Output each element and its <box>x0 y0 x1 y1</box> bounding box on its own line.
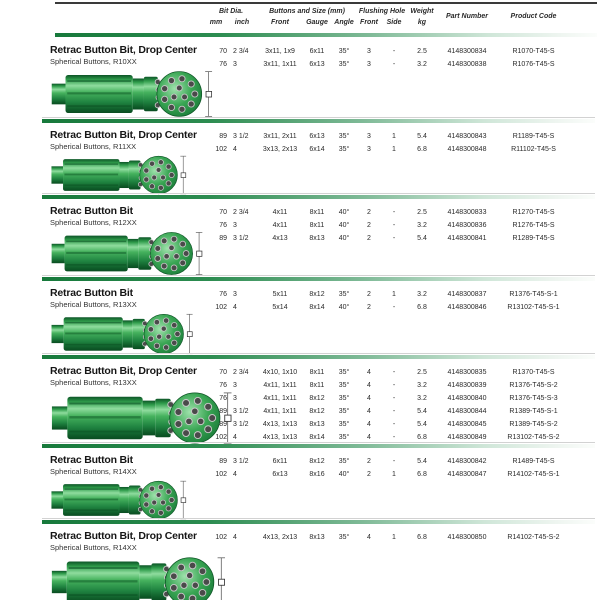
table-cell: 6.8 <box>417 434 427 441</box>
table-cell: 35° <box>338 369 350 376</box>
table-cell: R1376-T45-S-3 <box>509 395 558 402</box>
table-cell: R1070-T45-S <box>512 48 555 55</box>
table-cell: 35° <box>338 291 350 298</box>
table-cell: 2 <box>367 291 371 298</box>
table-cell: 3.2 <box>417 395 427 402</box>
table-cell: 102 <box>215 146 227 153</box>
drill-bit-image <box>50 69 214 119</box>
table-cell: 4148300839 <box>447 382 487 389</box>
section-divider <box>42 275 595 281</box>
table-row <box>205 468 570 481</box>
table-cell: 8x11 <box>309 369 325 376</box>
table-cell: 6x13 <box>309 61 325 68</box>
table-cell: 89 <box>219 458 227 465</box>
table-cell: 35° <box>338 61 350 68</box>
table-cell: R1270-T45-S <box>512 209 555 216</box>
table-cell: R1389-T45-S-1 <box>509 408 558 415</box>
product-section <box>50 275 595 356</box>
table-cell: 4x10, 1x10 <box>262 369 298 376</box>
spec-rows <box>205 45 570 71</box>
header-label: Buttons and Size (mm) <box>269 8 345 15</box>
table-cell: 35° <box>338 534 350 541</box>
table-cell: R1376-T45-S-2 <box>509 382 558 389</box>
table-cell: 35° <box>338 458 350 465</box>
table-row <box>205 219 570 232</box>
table-cell: 70 <box>219 209 227 216</box>
table-cell: 70 <box>219 48 227 55</box>
table-cell: - <box>392 369 396 376</box>
product-title: Retrac Button Bit, Drop Center <box>50 44 197 56</box>
table-cell: 4148300841 <box>447 235 487 242</box>
table-cell: 4x11, 1x11 <box>263 395 297 402</box>
table-cell: 3.2 <box>417 291 427 298</box>
table-cell: - <box>392 235 396 242</box>
spec-rows <box>205 206 570 245</box>
table-cell: 4 <box>233 304 237 311</box>
table-cell: 89 <box>219 408 227 415</box>
product-title: Retrac Button Bit, Drop Center <box>50 530 197 542</box>
table-cell: 35° <box>338 133 350 140</box>
table-cell: 4 <box>233 146 237 153</box>
product-subtitle: Spherical Buttons, R13XX <box>50 300 137 309</box>
table-cell: 35° <box>338 421 350 428</box>
table-cell: 3 <box>233 291 237 298</box>
table-cell: 4148300840 <box>447 395 487 402</box>
table-cell: 3 <box>233 382 237 389</box>
header-group-bit-dia <box>205 7 257 27</box>
product-section <box>50 117 595 196</box>
header-sub-kg: kg <box>417 19 427 26</box>
table-cell: 35° <box>338 382 350 389</box>
product-section <box>50 442 595 521</box>
table-row <box>205 58 570 71</box>
table-cell: 4 <box>367 369 371 376</box>
table-cell: R1189-T45-S <box>512 133 555 140</box>
table-cell: 4x13 <box>272 235 288 242</box>
table-cell: 4148300838 <box>447 61 487 68</box>
table-cell: 6x11 <box>309 48 325 55</box>
product-section <box>50 193 595 277</box>
spec-rows <box>205 130 570 156</box>
table-cell: 2 <box>367 209 371 216</box>
section-divider <box>42 353 595 359</box>
table-cell: 40° <box>338 304 350 311</box>
table-row <box>205 288 570 301</box>
table-cell: 1 <box>392 146 396 153</box>
table-cell: 4148300833 <box>447 209 487 216</box>
product-title: Retrac Button Bit <box>50 287 133 299</box>
table-cell: 3 1/2 <box>233 133 249 140</box>
table-cell: R13102-T45-S-1 <box>507 304 560 311</box>
table-cell: 1 <box>392 471 396 478</box>
product-title: Retrac Button Bit, Drop Center <box>50 129 197 141</box>
table-cell: 8x13 <box>309 534 325 541</box>
table-row <box>205 232 570 245</box>
table-row <box>205 366 570 379</box>
table-cell: 40° <box>338 222 350 229</box>
table-cell: 4 <box>367 395 371 402</box>
table-cell: 6.8 <box>417 146 427 153</box>
table-cell: 2.5 <box>417 209 427 216</box>
header-label: Product Code <box>510 13 557 20</box>
table-cell: 8x14 <box>309 434 325 441</box>
table-cell: 6.8 <box>417 534 427 541</box>
table-cell: 89 <box>219 421 227 428</box>
header-sub-front: Front <box>271 19 289 26</box>
drill-bit-image <box>50 555 227 600</box>
table-row <box>205 455 570 468</box>
section-divider <box>42 117 595 123</box>
table-cell: 3 1/2 <box>233 408 249 415</box>
spec-rows <box>205 531 570 544</box>
table-cell: 4x13, 1x13 <box>262 434 298 441</box>
table-cell: R1276-T45-S <box>512 222 555 229</box>
table-cell: 6x13 <box>309 133 325 140</box>
table-cell: 3x13, 2x13 <box>262 146 298 153</box>
table-cell: 2.5 <box>417 369 427 376</box>
table-cell: 8x12 <box>309 395 325 402</box>
table-cell: 4 <box>233 534 237 541</box>
table-cell: 3 <box>367 133 371 140</box>
table-cell: 102 <box>215 434 227 441</box>
table-cell: 4 <box>367 534 371 541</box>
table-cell: 4148300845 <box>447 421 487 428</box>
table-row <box>205 206 570 219</box>
product-title: Retrac Button Bit <box>50 454 133 466</box>
table-cell: 35° <box>338 48 350 55</box>
table-cell: 3 <box>367 48 371 55</box>
product-title: Retrac Button Bit <box>50 205 133 217</box>
table-cell: 3 <box>233 222 237 229</box>
table-cell: 40° <box>338 235 350 242</box>
table-cell: 8x11 <box>309 222 325 229</box>
table-cell: 2 <box>367 458 371 465</box>
table-cell: 76 <box>219 61 227 68</box>
table-cell: - <box>392 382 396 389</box>
header-group-product-code <box>497 7 570 27</box>
table-cell: 8x12 <box>309 458 325 465</box>
table-cell: 3.2 <box>417 382 427 389</box>
table-cell: 4 <box>367 408 371 415</box>
table-cell: 6x13 <box>272 471 288 478</box>
top-rule <box>55 2 597 4</box>
table-cell: 4148300835 <box>447 369 487 376</box>
table-cell: 40° <box>338 471 350 478</box>
table-cell: 76 <box>219 222 227 229</box>
table-cell: R14102-T45-S-2 <box>507 534 560 541</box>
table-cell: - <box>392 434 396 441</box>
table-cell: 4148300842 <box>447 458 487 465</box>
table-cell: 8x11 <box>309 382 325 389</box>
table-cell: 4148300847 <box>447 471 487 478</box>
product-subtitle: Spherical Buttons, R14XX <box>50 543 137 552</box>
table-cell: 5.4 <box>417 408 427 415</box>
table-cell: 4148300836 <box>447 222 487 229</box>
product-subtitle: Spherical Buttons, R12XX <box>50 218 137 227</box>
spec-rows <box>205 366 570 444</box>
table-cell: 102 <box>215 304 227 311</box>
drill-bit-image <box>50 479 188 521</box>
table-row <box>205 301 570 314</box>
table-cell: 4 <box>367 421 371 428</box>
table-cell: 3 <box>367 146 371 153</box>
header-sub-gauge: Gauge <box>306 19 328 26</box>
table-cell: 76 <box>219 382 227 389</box>
product-subtitle: Spherical Buttons, R11XX <box>50 142 137 151</box>
table-cell: 2 3/4 <box>233 48 249 55</box>
table-cell: 4148300848 <box>447 146 487 153</box>
table-cell: 2.5 <box>417 48 427 55</box>
table-cell: 4148300844 <box>447 408 487 415</box>
table-cell: 4x11, 1x11 <box>263 408 297 415</box>
table-cell: - <box>392 48 396 55</box>
table-cell: 4148300843 <box>447 133 487 140</box>
table-cell: 4148300850 <box>447 534 487 541</box>
table-cell: 4x13, 1x13 <box>262 421 298 428</box>
table-cell: 5.4 <box>417 458 427 465</box>
table-cell: 2 3/4 <box>233 369 249 376</box>
table-cell: 102 <box>215 471 227 478</box>
table-cell: 5.4 <box>417 133 427 140</box>
header-sub-inch: inch <box>234 19 250 26</box>
table-cell: 8x12 <box>309 408 325 415</box>
spec-rows <box>205 288 570 314</box>
table-cell: R1376-T45-S-1 <box>509 291 558 298</box>
table-row <box>205 531 570 544</box>
table-cell: - <box>392 408 396 415</box>
section-divider <box>42 193 595 199</box>
table-cell: R1289-T45-S <box>512 235 555 242</box>
table-cell: 4x11 <box>272 209 288 216</box>
table-cell: R1389-T45-S-2 <box>509 421 558 428</box>
table-cell: 8x16 <box>309 471 325 478</box>
table-cell: 2 3/4 <box>233 209 249 216</box>
table-cell: 1 <box>392 133 396 140</box>
table-row <box>205 379 570 392</box>
header-label: Bit Dia. <box>218 8 244 15</box>
table-cell: 2 <box>367 304 371 311</box>
table-cell: R1370-T45-S <box>512 369 555 376</box>
table-cell: 2 <box>367 222 371 229</box>
table-cell: 35° <box>338 434 350 441</box>
table-cell: 4x11, 1x11 <box>263 382 297 389</box>
table-cell: 3x11, 1x9 <box>265 48 295 55</box>
table-cell: 4148300849 <box>447 434 487 441</box>
table-cell: 4148300837 <box>447 291 487 298</box>
table-row <box>205 45 570 58</box>
table-cell: 1 <box>392 534 396 541</box>
drill-bit-image <box>50 312 194 356</box>
header-group-part-number <box>437 7 497 27</box>
table-cell: 3.2 <box>417 61 427 68</box>
header-sub-angle: Angle <box>334 19 354 26</box>
table-row <box>205 405 570 418</box>
table-header <box>205 7 570 27</box>
table-row <box>205 392 570 405</box>
drill-bit-image <box>50 230 204 277</box>
table-cell: 4 <box>233 471 237 478</box>
header-sub-side: Side <box>386 19 402 26</box>
table-cell: 4x11 <box>272 222 288 229</box>
table-cell: 4x13, 2x13 <box>262 534 298 541</box>
table-cell: 5x11 <box>272 291 288 298</box>
table-cell: 3.2 <box>417 222 427 229</box>
header-group-buttons-size <box>257 7 357 27</box>
product-subtitle: Spherical Buttons, R13XX <box>50 378 137 387</box>
table-cell: 6x14 <box>309 146 325 153</box>
table-cell: 8x13 <box>309 421 325 428</box>
section-divider <box>42 518 595 524</box>
product-section <box>50 353 595 446</box>
table-cell: 8x14 <box>309 304 325 311</box>
table-cell: 8x13 <box>309 235 325 242</box>
table-cell: 4148300834 <box>447 48 487 55</box>
table-cell: - <box>392 395 396 402</box>
table-cell: 3 1/2 <box>233 458 249 465</box>
table-cell: 6x11 <box>272 458 288 465</box>
table-cell: 35° <box>338 408 350 415</box>
table-cell: R13102-T45-S-2 <box>507 434 560 441</box>
table-cell: 8x11 <box>309 209 325 216</box>
table-cell: - <box>392 421 396 428</box>
table-cell: 76 <box>219 291 227 298</box>
header-sub-front: Front <box>360 19 378 26</box>
table-cell: 6.8 <box>417 471 427 478</box>
table-cell: 89 <box>219 235 227 242</box>
table-row <box>205 418 570 431</box>
table-cell: - <box>392 222 396 229</box>
table-cell: 3 <box>367 61 371 68</box>
table-cell: 3 1/2 <box>233 235 249 242</box>
table-cell: 3 1/2 <box>233 421 249 428</box>
table-cell: 5x14 <box>272 304 288 311</box>
table-cell: 3 <box>233 395 237 402</box>
product-subtitle: Spherical Buttons, R14XX <box>50 467 137 476</box>
table-cell: 4148300846 <box>447 304 487 311</box>
table-cell: 3x11, 1x11 <box>263 61 297 68</box>
drill-bit-image <box>50 154 188 196</box>
table-row <box>205 143 570 156</box>
table-cell: 8x12 <box>309 291 325 298</box>
table-cell: - <box>392 304 396 311</box>
table-cell: 102 <box>215 534 227 541</box>
table-cell: 5.4 <box>417 235 427 242</box>
product-title: Retrac Button Bit, Drop Center <box>50 365 197 377</box>
table-cell: R1076-T45-S <box>512 61 555 68</box>
table-cell: 35° <box>338 395 350 402</box>
table-cell: R1489-T45-S <box>512 458 555 465</box>
header-sub-mm: mm <box>209 19 223 26</box>
header-group-flushing-hole <box>357 7 407 27</box>
table-row <box>205 130 570 143</box>
table-cell: 4 <box>233 434 237 441</box>
table-cell: 1 <box>392 291 396 298</box>
product-section <box>50 518 595 600</box>
spec-rows <box>205 455 570 481</box>
header-group-weight <box>407 7 437 27</box>
header-label: Part Number <box>445 13 488 20</box>
table-cell: 40° <box>338 209 350 216</box>
header-label: Flushing Hole <box>358 8 406 15</box>
product-section <box>50 38 595 119</box>
table-cell: 70 <box>219 369 227 376</box>
table-cell: 4 <box>367 434 371 441</box>
header-divider-bar <box>55 33 597 37</box>
table-cell: - <box>392 209 396 216</box>
table-cell: 3 <box>233 61 237 68</box>
table-cell: 35° <box>338 146 350 153</box>
table-cell: 89 <box>219 133 227 140</box>
table-cell: - <box>392 458 396 465</box>
section-divider <box>42 442 595 448</box>
table-cell: 76 <box>219 395 227 402</box>
table-cell: 5.4 <box>417 421 427 428</box>
table-cell: 2 <box>367 471 371 478</box>
table-cell: - <box>392 61 396 68</box>
table-cell: R11102-T45-S <box>511 146 556 153</box>
product-subtitle: Spherical Buttons, R10XX <box>50 57 137 66</box>
table-cell: 2 <box>367 235 371 242</box>
table-cell: 6.8 <box>417 304 427 311</box>
header-label: Weight <box>410 8 434 15</box>
table-cell: 3x11, 2x11 <box>263 133 297 140</box>
table-cell: 4 <box>367 382 371 389</box>
table-cell: R14102-T45-S-1 <box>507 471 560 478</box>
